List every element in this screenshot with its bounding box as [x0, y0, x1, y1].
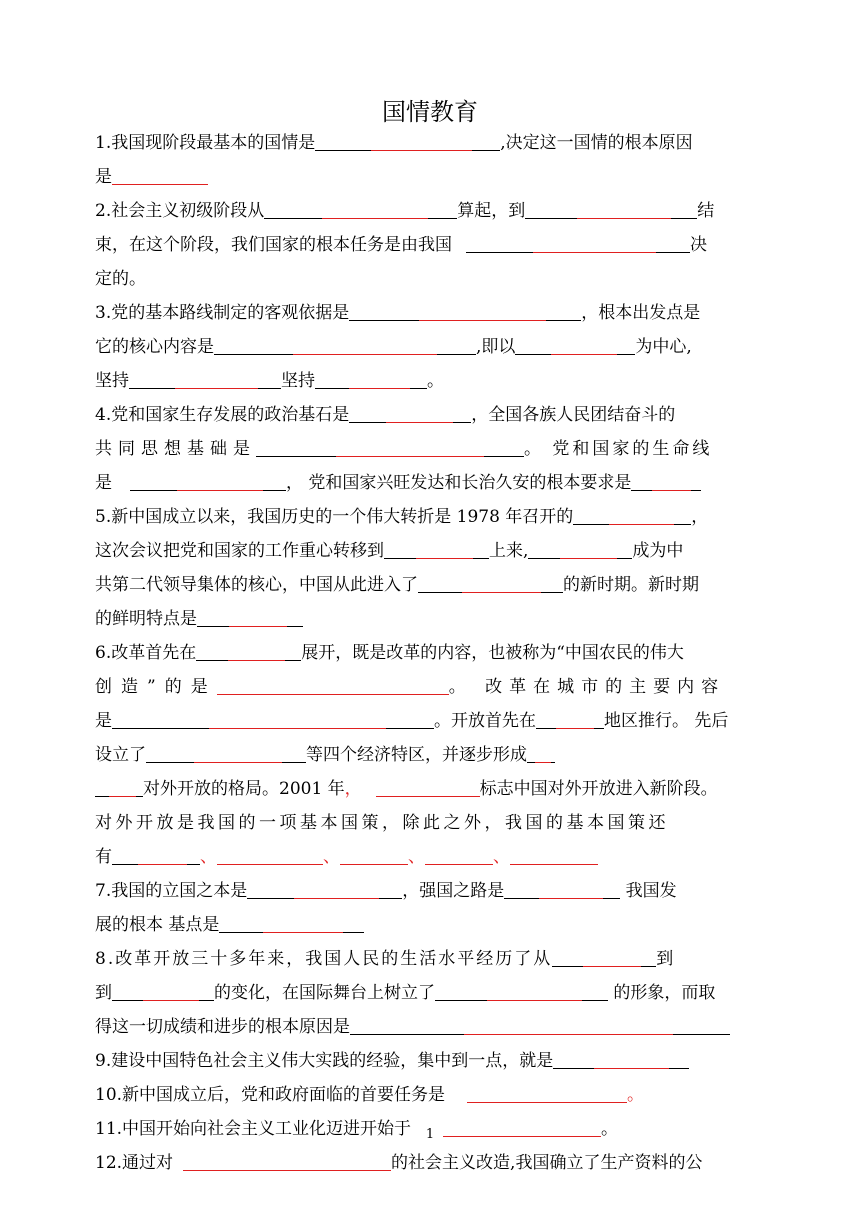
- question-6-line-5: 对外开放的格局。2001 年， 标志中国对外开放进入新阶段。: [95, 772, 767, 806]
- answer-blank[interactable]: [349, 421, 471, 423]
- page-title: 国情教育: [382, 98, 478, 126]
- page-number: 1: [425, 1127, 435, 1142]
- answer-blank[interactable]: [435, 999, 608, 1001]
- answer-blank[interactable]: [129, 387, 281, 389]
- answer-blank[interactable]: [527, 761, 555, 763]
- answer-blank[interactable]: [515, 353, 635, 355]
- question-5-line-3: 共第二代领导集体的核心，中国从此进入了 的新时期。新时期: [95, 575, 699, 595]
- question-1-line-1: 1.我国现阶段最基本的国情是 ,决定这一国情的根本原因: [95, 133, 693, 153]
- question-8-line-3: 得这一切成绩和进步的根本原因是: [95, 1010, 767, 1044]
- question-7-line-1: 7.我国的立国之本是 ，强国之路是 我国发: [95, 881, 677, 901]
- answer-blank[interactable]: [631, 489, 701, 491]
- question-4-line-3: 是 ， 党和国家兴旺发达和长治久安的根本要求是: [95, 466, 767, 500]
- answer-blank[interactable]: [418, 591, 563, 593]
- answer-blank[interactable]: [146, 761, 306, 763]
- answer-blank[interactable]: [315, 149, 500, 151]
- question-11-line-1: 11.中国开始向社会主义工业化迈进开始于 。: [95, 1119, 619, 1139]
- answer-blank[interactable]: [217, 863, 323, 865]
- answer-blank[interactable]: [376, 795, 480, 797]
- question-6-line-1: 6.改革首先在 展开，既是改革的内容，也被称为“中国农民的伟大: [95, 643, 684, 663]
- answer-blank[interactable]: [350, 1033, 730, 1035]
- question-5-line-2: 这次会议把党和国家的工作重心转移到 上来, 成为中: [95, 541, 684, 561]
- answer-blank[interactable]: [183, 1169, 391, 1171]
- answer-blank[interactable]: [349, 319, 581, 321]
- question-6-line-2: 创造”的是 。 改革在城市的主要内容: [95, 677, 726, 697]
- question-6-line-7: 有 、 、 、 、: [95, 840, 767, 874]
- answer-blank[interactable]: [510, 863, 598, 865]
- answer-blank[interactable]: [217, 693, 449, 695]
- question-5-line-4: 的鲜明特点是: [95, 602, 767, 636]
- question-7-line-2: 展的根本 基点是: [95, 908, 767, 942]
- question-6-line-3: 是 。开放首先在 地区推行。 先后: [95, 711, 729, 731]
- answer-blank[interactable]: [256, 455, 524, 457]
- answer-blank[interactable]: [466, 251, 690, 253]
- question-4-line-2: 共同思想基础是 。 党和国家的生命线: [95, 439, 713, 459]
- answer-blank[interactable]: [264, 217, 457, 219]
- answer-blank[interactable]: [247, 897, 402, 899]
- answer-blank[interactable]: [573, 523, 691, 525]
- question-8-line-1: 8.改革开放三十多年来，我国人民的生活水平经历了从 到: [95, 949, 674, 969]
- question-3-line-1: 3.党的基本路线制定的客观依据是 ，根本出发点是: [95, 303, 701, 323]
- answer-blank[interactable]: [504, 897, 620, 899]
- answer-blank[interactable]: [340, 863, 408, 865]
- answer-blank[interactable]: [467, 1101, 627, 1103]
- answer-blank[interactable]: [528, 557, 632, 559]
- question-body: [95, 126, 767, 1180]
- question-10-line-1: 10.新中国成立后，党和政府面临的首要任务是 。: [95, 1085, 645, 1105]
- answer-blank[interactable]: [214, 353, 476, 355]
- question-2-line-3: 定的。: [95, 269, 146, 289]
- question-6-line-6: 对外开放是我国的一项基本国策，除此之外，我国的基本国策还: [95, 813, 669, 833]
- answer-blank[interactable]: [197, 625, 303, 627]
- question-9-line-1: 9.建设中国特色社会主义伟大实践的经验，集中到一点，就是: [95, 1044, 767, 1078]
- answer-blank[interactable]: [130, 489, 286, 491]
- answer-blank[interactable]: [196, 659, 301, 661]
- answer-blank[interactable]: [536, 727, 604, 729]
- answer-blank[interactable]: [425, 863, 493, 865]
- question-3-line-3: 坚持 坚持 。: [95, 371, 444, 391]
- answer-blank[interactable]: [552, 965, 656, 967]
- answer-blank[interactable]: [525, 217, 697, 219]
- question-5-line-1: 5.新中国成立以来，我国历史的一个伟大转折是 1978 年召开的 ，: [95, 507, 709, 527]
- answer-blank[interactable]: [112, 183, 208, 185]
- question-6-line-4: 设立了 等四个经济特区，并逐步形成: [95, 738, 767, 772]
- answer-blank[interactable]: [112, 999, 214, 1001]
- answer-blank[interactable]: [553, 1067, 689, 1069]
- question-8-line-2: 到 的变化，在国际舞台上树立了 的形象，而取: [95, 983, 716, 1003]
- answer-blank[interactable]: [95, 795, 143, 797]
- question-1-line-2: 是: [95, 160, 767, 194]
- answer-blank[interactable]: [112, 727, 434, 729]
- question-12-line-1: 12.通过对 的社会主义改造,我国确立了生产资料的公: [95, 1153, 703, 1173]
- answer-blank[interactable]: [219, 931, 364, 933]
- question-2-line-2: 束，在这个阶段，我们国家的根本任务是由我国 决: [95, 235, 707, 255]
- answer-blank[interactable]: [315, 387, 427, 389]
- answer-blank[interactable]: [384, 557, 489, 559]
- question-4-line-1: 4.党和国家生存发展的政治基石是 ，全国各族人民团结奋斗的: [95, 405, 676, 425]
- question-2-line-1: 2.社会主义初级阶段从 算起，到 结: [95, 201, 715, 221]
- answer-blank[interactable]: [112, 863, 200, 865]
- question-3-line-2: 它的核心内容是 ,即以 为中心,: [95, 337, 692, 357]
